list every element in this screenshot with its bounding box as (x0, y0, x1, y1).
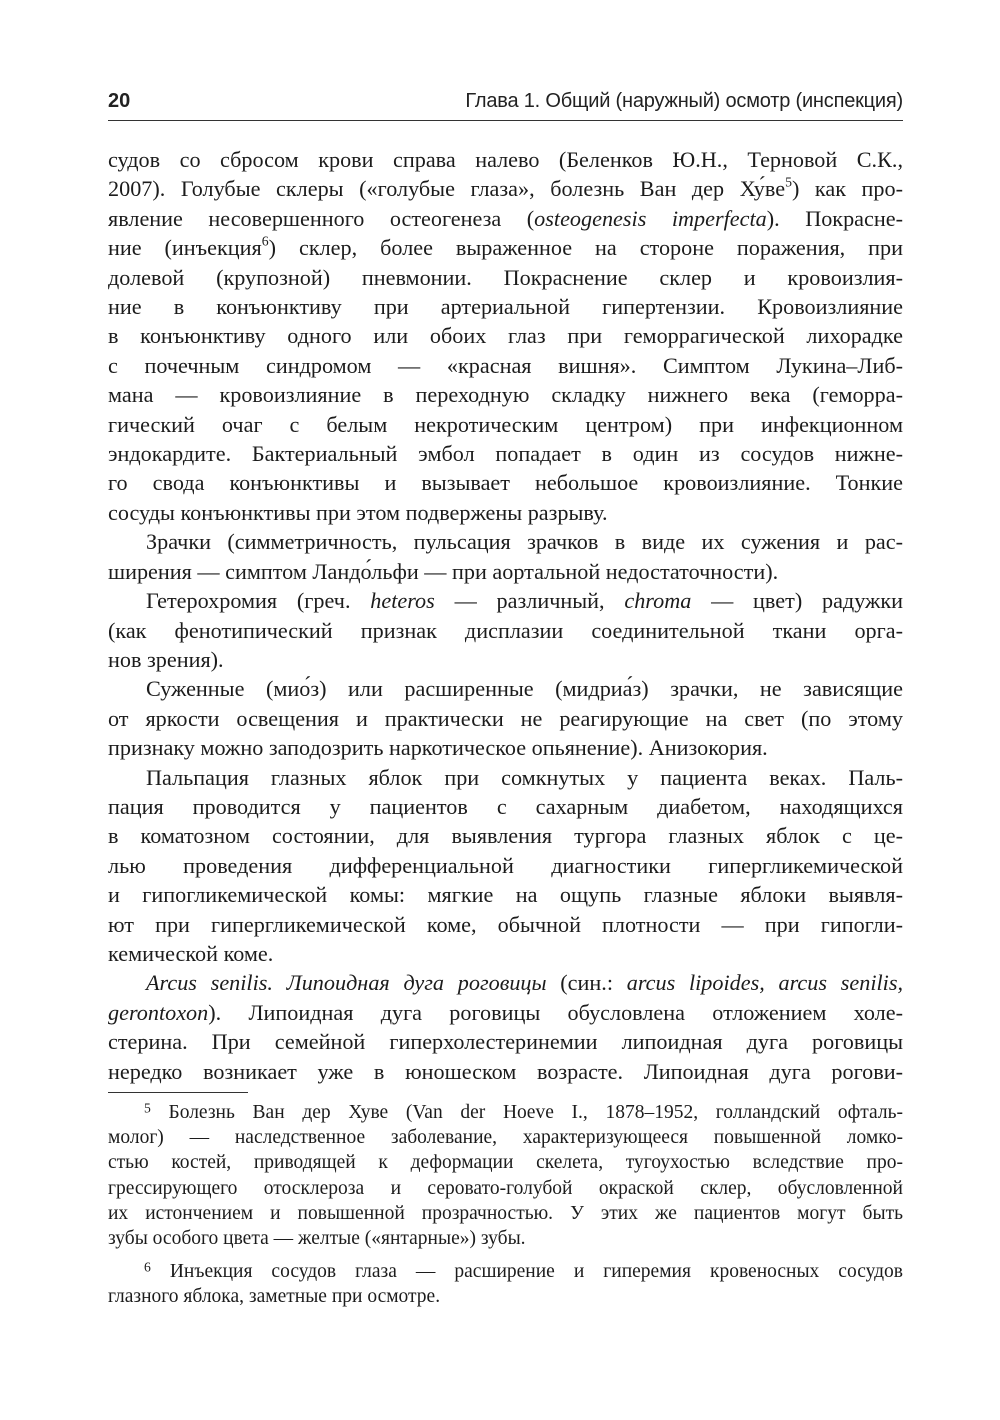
text-line: 2007). Голубые склеры («голубые глаза», болезнь Ван дер $Ху́ве^5$) как про- (108, 174, 903, 202)
text-line: стью костей, приводящей к деформации скелета, тугоухостью вследствие про- (108, 1152, 903, 1174)
text-line: го свода конъюнктивы и вызывает небольшое кровоизлияние. Тонкие (108, 470, 903, 496)
paragraph-pupils (108, 527, 903, 586)
text-line: ние в конъюнктиву при артериальной гипертензии. Кровоизлияние (108, 294, 903, 320)
text-line: Пальпация глазных яблок при сомкнутых у пациента веках. Паль- (146, 764, 903, 790)
footnote-divider (108, 1092, 248, 1093)
page-number: 20 (108, 90, 131, 112)
text-line: гический очаг с белым некротическим центром) при инфекционном (108, 411, 903, 437)
footnote-ref-6[interactable]: 6 (261, 233, 269, 249)
footnote-5 (108, 1100, 903, 1251)
running-header (108, 86, 903, 121)
text-line: их истончением и повышенной прозрачностью. У этих же пациентов могут быть (108, 1202, 903, 1224)
text-line: сосуды конъюнктивы при этом подвержены разрыву. (108, 499, 608, 525)
text-line: долевой (крупозной) пневмонии. Покраснение склер и кровоизлия- (108, 264, 903, 290)
running-title: Глава 1. Общий (наружный) осмотр (инспекция) (465, 90, 903, 112)
text-line: Arcus senilis. Липоидная дуга роговицы (син.: arcus lipoides, arcus senilis, (146, 970, 904, 996)
text-line: стерина. При семейной гиперхолестеринемии липоидная дуга роговицы (108, 1029, 903, 1055)
footnote-ref-5[interactable]: 5 (785, 174, 792, 190)
text-line: мана — кровоизлияние в переходную складку нижнего века (геморра- (108, 382, 903, 408)
text-line: явление несовершенного остеогенеза (osteogenesis imperfecta). Покрасне- (108, 205, 903, 231)
text-line: и гипогликемической комы: мягкие на ощупь глазные яблоки выявля- (108, 882, 903, 908)
text-line: кемической коме. (108, 940, 274, 966)
text-line: зубы особого цвета — желтые («янтарные») зубы. (108, 1228, 526, 1250)
text-line: $^5$ Болезнь Ван дер Хуве (Van der Hoeve I., 1878–1952, голландский офталь- (144, 1100, 904, 1123)
text-line: gerontoxon). Липоидная дуга роговицы обусловлена отложением холе- (108, 999, 903, 1025)
main-text (108, 145, 903, 1086)
text-line: пация проводится у пациентов с сахарным диабетом, находящихся (108, 793, 903, 819)
text-line: в коматозном состоянии, для выявления тургора глазных яблок с це- (108, 823, 903, 849)
footnote-mark: 5 (144, 1100, 151, 1116)
text-line: лью проведения дифференциальной диагностики гипергликемической (108, 852, 903, 878)
text-line: $^6$ Инъекция сосудов глаза — расширение и гиперемия кровеносных сосудов (144, 1259, 903, 1283)
text-line: Гетерохромия (греч. heteros — различный, chroma — цвет) радужки (146, 588, 904, 614)
paragraph-heterochromia (108, 586, 903, 674)
text-line: молог) — наследственное заболевание, характеризующееся повышенной ломко- (108, 1127, 903, 1149)
text-line: судов со сбросом крови справа налево (Беленков Ю.Н., Терновой С.К., (108, 147, 903, 172)
paragraph-miosis (108, 674, 903, 762)
paragraph-sclera (108, 145, 903, 527)
footnote-6 (108, 1259, 903, 1309)
text-line: ют при гипергликемической коме, обычной плотности — при гипогли- (108, 911, 903, 937)
text-line: Суженные (мио́з) или расширенные (мидриа́з) зрачки, не зависящие (146, 676, 903, 702)
text-line: признаку можно заподозрить наркотическое опьянение). Анизокория. (108, 735, 768, 761)
text-line: с почечным синдромом — «красная вишня». Симптом Лукина–Либ- (108, 352, 903, 378)
text-line: нередко возникает уже в юношеском возрасте. Липоидная дуга рогови- (108, 1058, 903, 1084)
text-line: глазного яблока, заметные при осмотре. (108, 1286, 441, 1308)
paragraph-palpation (108, 763, 903, 969)
text-line: грессирующего отосклероза и серовато-голубой окраской склер, обусловленной (108, 1177, 903, 1199)
text-line: эндокардите. Бактериальный эмбол попадает в один из сосудов нижне- (108, 441, 903, 467)
text-line: Зрачки (симметричность, пульсация зрачков в виде их сужения и рас- (146, 529, 903, 555)
footnote-mark: 6 (144, 1259, 151, 1275)
text-line: ние (инъекция$^6$) склер, более выраженное на стороне поражения, при (108, 233, 903, 261)
text-line: от яркости освещения и практически не реагирующие на свет (по этому (108, 705, 903, 731)
paragraph-arcus-senilis (108, 968, 903, 1086)
text-line: нов зрения). (108, 646, 224, 672)
text-line: (как фенотипический признак дисплазии соединительной ткани орга- (108, 617, 903, 643)
text-line: ширения — симптом Ландо́льфи — при аортальной недостаточности). (108, 558, 779, 584)
footnotes (108, 1100, 903, 1318)
text-line: в конъюнктиву одного или обоих глаз при геморрагической лихорадке (108, 323, 903, 349)
